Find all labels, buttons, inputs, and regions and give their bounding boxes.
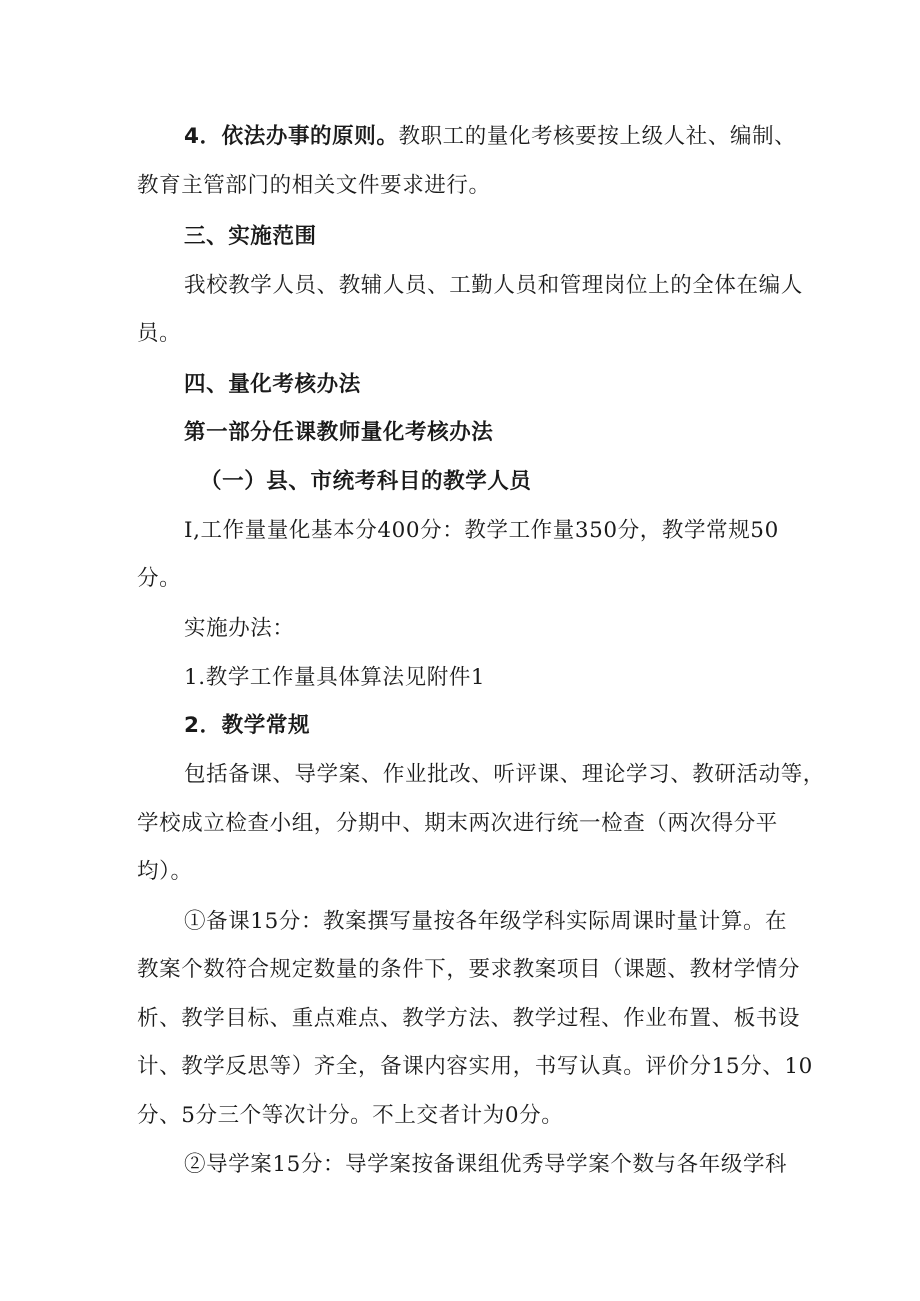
implementation-item-1: 1.教学工作量具体算法见附件1 bbox=[184, 665, 486, 690]
workload-base-score-cont: 分。 bbox=[137, 566, 182, 591]
principle-4-text: 教职工的量化考核要按上级人社、编制、 bbox=[398, 124, 797, 149]
section-heading-methods: 四、量化考核办法 bbox=[184, 372, 361, 397]
guide-case-text: ②导学案15分：导学案按备课组优秀导学案个数与各年级学科 bbox=[184, 1152, 788, 1177]
lesson-prep-text-cont-4: 分、5分三个等次计分。不上交者计为0分。 bbox=[137, 1103, 564, 1128]
lesson-prep-text: ①备课15分：教案撰写量按各年级学科实际周课时量计算。在 bbox=[184, 909, 788, 934]
workload-base-score: I,工作量量化基本分400分：教学工作量350分，教学常规50 bbox=[184, 518, 779, 543]
subsection-heading-exam-subjects: （一）县、市统考科目的教学人员 bbox=[200, 469, 532, 494]
lesson-prep-text-cont-3: 计、教学反思等）齐全，备课内容实用，书写认真。评价分15分、10 bbox=[137, 1054, 813, 1079]
principle-4-heading: 4．依法办事的原则。 bbox=[184, 124, 399, 149]
lesson-prep-text-cont-1: 教案个数符合规定数量的条件下，要求教案项目（课题、教材学情分 bbox=[137, 957, 801, 982]
scope-text: 我校教学人员、教辅人员、工勤人员和管理岗位上的全体在编人 bbox=[184, 273, 803, 298]
routine-text: 包括备课、导学案、作业批改、听评课、理论学习、教研活动等， bbox=[184, 762, 825, 787]
principle-4-text-cont: 教育主管部门的相关文件要求进行。 bbox=[137, 173, 491, 198]
scope-text-cont: 员。 bbox=[137, 321, 182, 346]
paragraph-principle-4 bbox=[184, 122, 797, 152]
routine-text-cont-2: 均）。 bbox=[137, 859, 193, 884]
implementation-label: 实施办法： bbox=[184, 616, 295, 641]
lesson-prep-text-cont-2: 析、教学目标、重点难点、教学方法、教学过程、作业布置、板书设 bbox=[137, 1006, 801, 1031]
section-heading-scope: 三、实施范围 bbox=[184, 224, 317, 249]
part-heading-teachers: 第一部分任课教师量化考核办法 bbox=[184, 420, 494, 445]
routine-text-cont-1: 学校成立检查小组，分期中、期末两次进行统一检查（两次得分平 bbox=[137, 811, 778, 836]
implementation-item-2-heading: 2．教学常规 bbox=[184, 713, 311, 738]
